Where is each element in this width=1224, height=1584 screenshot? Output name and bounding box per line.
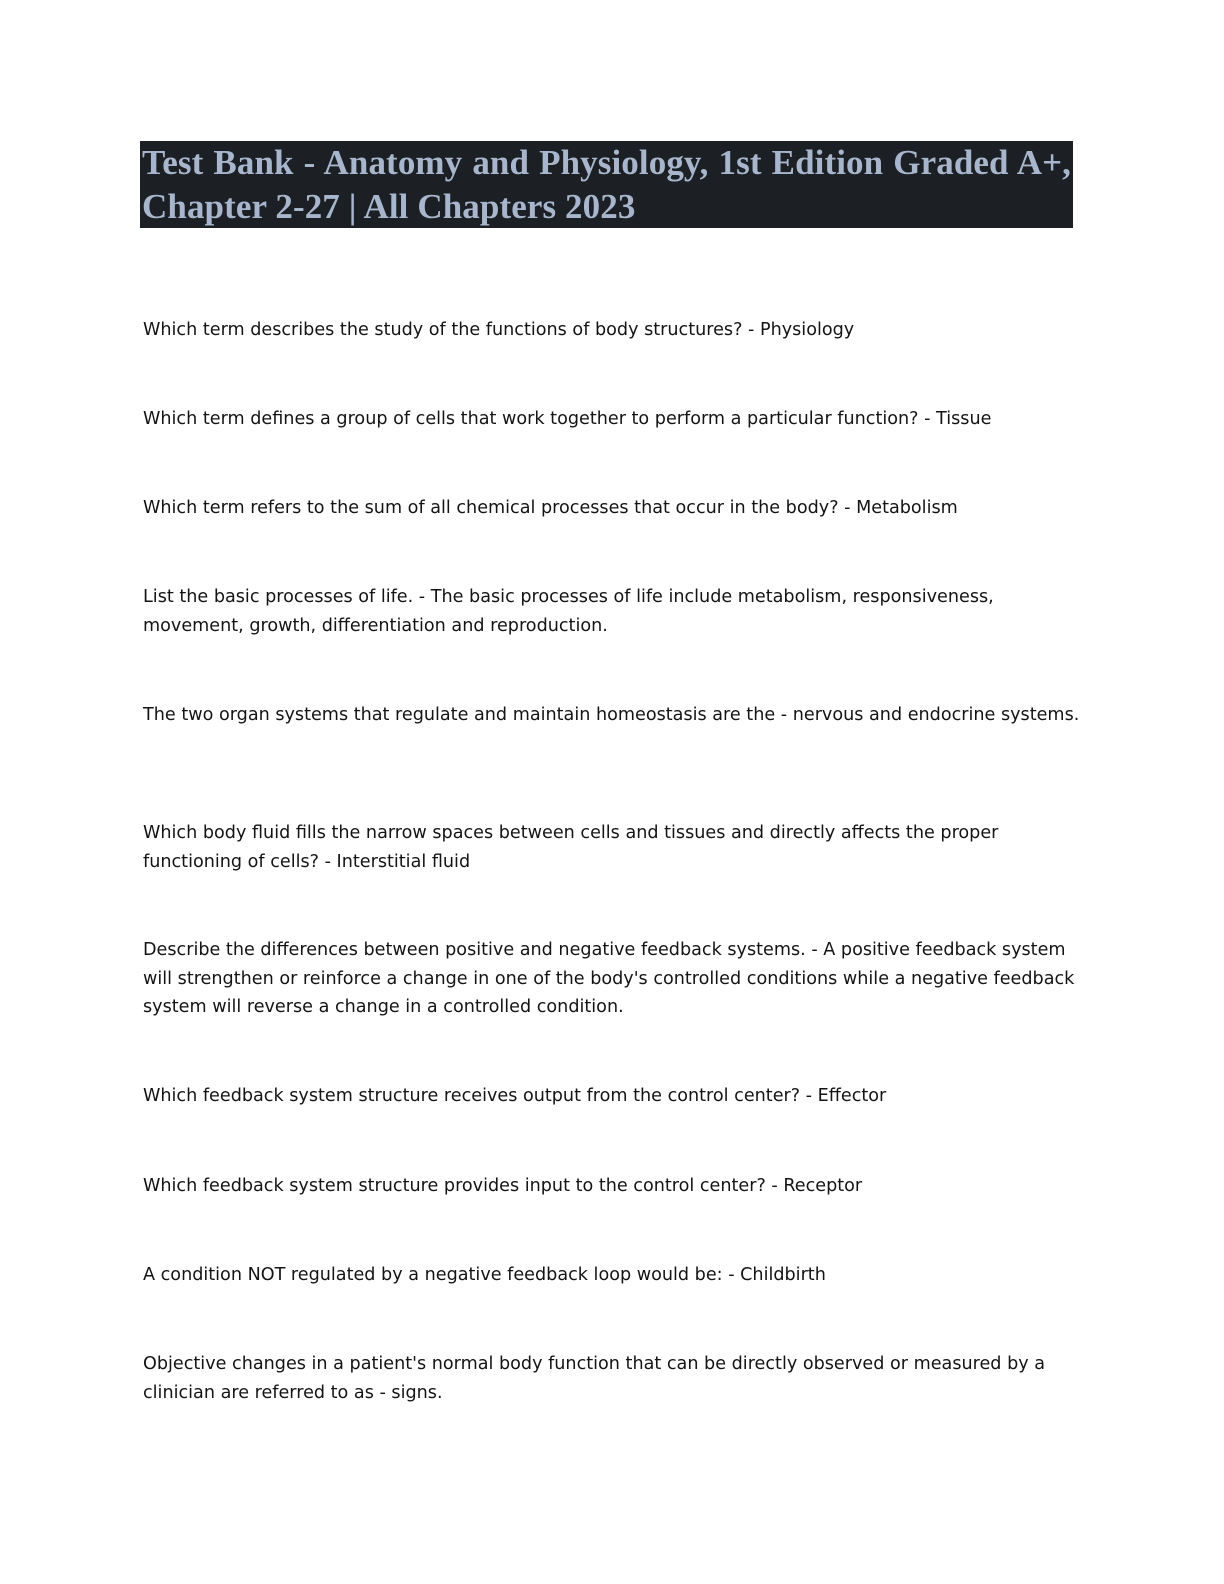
qa-item-7: Describe the differences between positive and negative feedback systems. - A positive feedback system will strengthen or reinforce a change in one of the body's controlled conditions while a negative feedback system will reverse a change in a controlled condition. xyxy=(143,940,1075,1017)
qa-item-6: Which body fluid fills the narrow spaces between cells and tissues and directly affects the proper functioning of cells? - Interstitial fluid xyxy=(143,823,999,872)
qa-item-9: Which feedback system structure provides input to the control center? - Receptor xyxy=(143,1176,863,1196)
qa-item-3: Which term refers to the sum of all chemical processes that occur in the body? - Metabolism xyxy=(143,498,958,518)
qa-item-10: A condition NOT regulated by a negative feedback loop would be: - Childbirth xyxy=(143,1265,826,1285)
document-title: Test Bank - Anatomy and Physiology, 1st Edition Graded A+, Chapter 2-27 | All Chapters 2023 xyxy=(142,143,1071,226)
title-banner xyxy=(140,141,1073,228)
qa-item-4: List the basic processes of life. - The basic processes of life include metabolism, responsiveness, movement, growth, differentiation and reproduction. xyxy=(143,587,994,636)
qa-item-8: Which feedback system structure receives output from the control center? - Effector xyxy=(143,1086,887,1106)
qa-item-5: The two organ systems that regulate and maintain homeostasis are the - nervous and endocrine systems. xyxy=(143,705,1080,725)
qa-item-1: Which term describes the study of the functions of body structures? - Physiology xyxy=(143,320,855,340)
qa-item-2: Which term defines a group of cells that work together to perform a particular function? - Tissue xyxy=(143,409,992,429)
qa-item-11: Objective changes in a patient's normal body function that can be directly observed or measured by a clinician are referred to as - signs. xyxy=(143,1354,1046,1403)
